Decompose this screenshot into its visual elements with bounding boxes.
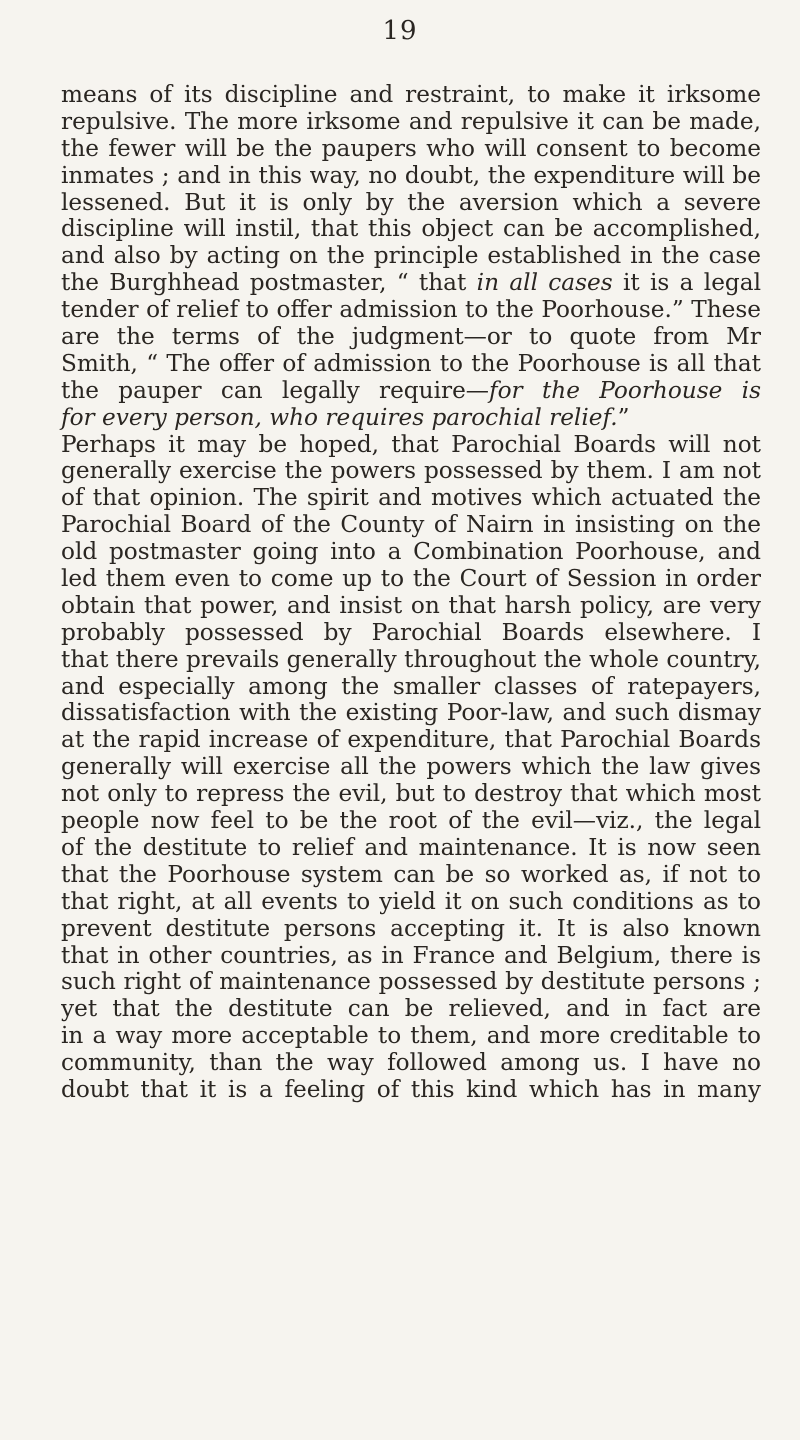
italic-text: for every person, who requires parochial relief. [61,403,618,431]
text-span: doubt that it is a feeling of this kind which has in many [61,1076,761,1103]
text-span: Parochial Board of the County of Nairn in insisting on the [61,512,761,539]
text-span: that the Poorhouse system can be so worked as, if not to [61,861,761,888]
text-span: tender of relief to offer admission to the Poorhouse.” These [61,297,761,324]
text-span: in a way more acceptable to them, and more creditable to [61,1023,761,1050]
text-span: inmates ; and in this way, no doubt, the expenditure will be [61,162,761,189]
text-line [61,1050,761,1077]
text-span: repulsive. The more irksome and repulsive it can be made, [61,108,761,135]
text-line [61,82,761,109]
text-span: dissatisfaction with the existing Poor-law, and such dismay [61,700,761,727]
text-span: led them even to come up to the Court of Session in order [61,566,761,593]
text-line [61,889,761,916]
text-span: that there prevails generally throughout the whole country, [61,646,761,673]
text-span: Perhaps it may be hoped, that Parochial Boards will not [61,431,761,458]
text-span: the fewer will be the paupers who will consent to become [61,135,761,162]
text-line [61,754,761,781]
text-line [61,163,761,190]
text-line [61,996,761,1023]
text-line [61,405,761,432]
text-span: that right, at all events to yield it on such conditions as to [61,888,761,915]
italic-text: for the Poorhouse is [489,377,761,404]
text-span: and also by acting on the principle established in the case [61,243,761,270]
text-line [61,620,761,647]
italic-text: in all cases [476,270,613,297]
text-span: prevent destitute persons accepting it. It is also known [61,915,761,942]
text-line [61,1077,761,1104]
text-line [61,969,761,996]
text-span: generally exercise the powers possessed by them. I am not [61,458,761,485]
text-line [61,1023,761,1050]
text-span: of the destitute to relief and maintenance. It is now seen [61,834,761,861]
page-number: 19 [382,16,418,46]
text-line [61,700,761,727]
text-line [61,351,761,378]
text-line [61,458,761,485]
text-line [61,808,761,835]
text-span: lessened. But it is only by the aversion which a severe [61,189,761,216]
text-span: ” [617,403,630,431]
text-line [61,862,761,889]
text-span: old postmaster going into a Combination Poorhouse, and [61,539,761,566]
text-span: not only to repress the evil, but to destroy that which most [61,781,761,808]
text-span: means of its discipline and restraint, to make it irksome [61,82,761,108]
text-line [61,432,761,459]
text-span: such right of maintenance possessed by destitute persons ; [61,969,761,996]
text-span: the Burghhead postmaster, “ that [61,270,477,297]
text-span: people now feel to be the root of the evil—viz., the legal [61,808,761,835]
text-line [61,674,761,701]
text-span: generally will exercise all the powers which the law gives [61,754,761,781]
text-line [61,835,761,862]
text-span: Smith, “ The offer of admission to the Poorhouse is all that [61,350,761,377]
text-line [61,216,761,243]
text-line [61,566,761,593]
text-line [61,270,761,297]
text-line [61,485,761,512]
text-span: that in other countries, as in France and Belgium, there is [61,942,761,969]
text-span: yet that the destitute can be relieved, and in fact are [61,996,761,1023]
text-span: at the rapid increase of expenditure, that Parochial Boards [61,727,761,754]
text-line [61,539,761,566]
text-line [61,593,761,620]
text-span: probably possessed by Parochial Boards elsewhere. I [61,619,761,646]
text-line [61,647,761,674]
body-text [61,82,761,1104]
text-span: it is a legal [612,270,761,297]
text-span: and especially among the smaller classes of ratepayers, [61,673,761,700]
text-line [61,916,761,943]
text-line [61,243,761,270]
text-line [61,512,761,539]
text-line [61,943,761,970]
text-line [61,109,761,136]
text-line [61,727,761,754]
text-span: are the terms of the judgment—or to quote from Mr [61,324,761,351]
text-span: community, than the way followed among us. I have no [61,1050,761,1077]
text-line [61,781,761,808]
text-line [61,190,761,217]
text-line [61,136,761,163]
text-line [61,324,761,351]
text-span: of that opinion. The spirit and motives which actuated the [61,485,761,512]
text-span: the pauper can legally require— [61,377,489,404]
text-line [61,297,761,324]
text-span: obtain that power, and insist on that harsh policy, are very [61,592,761,619]
text-line [61,378,761,405]
text-span: discipline will instil, that this object can be accomplished, [61,216,761,243]
